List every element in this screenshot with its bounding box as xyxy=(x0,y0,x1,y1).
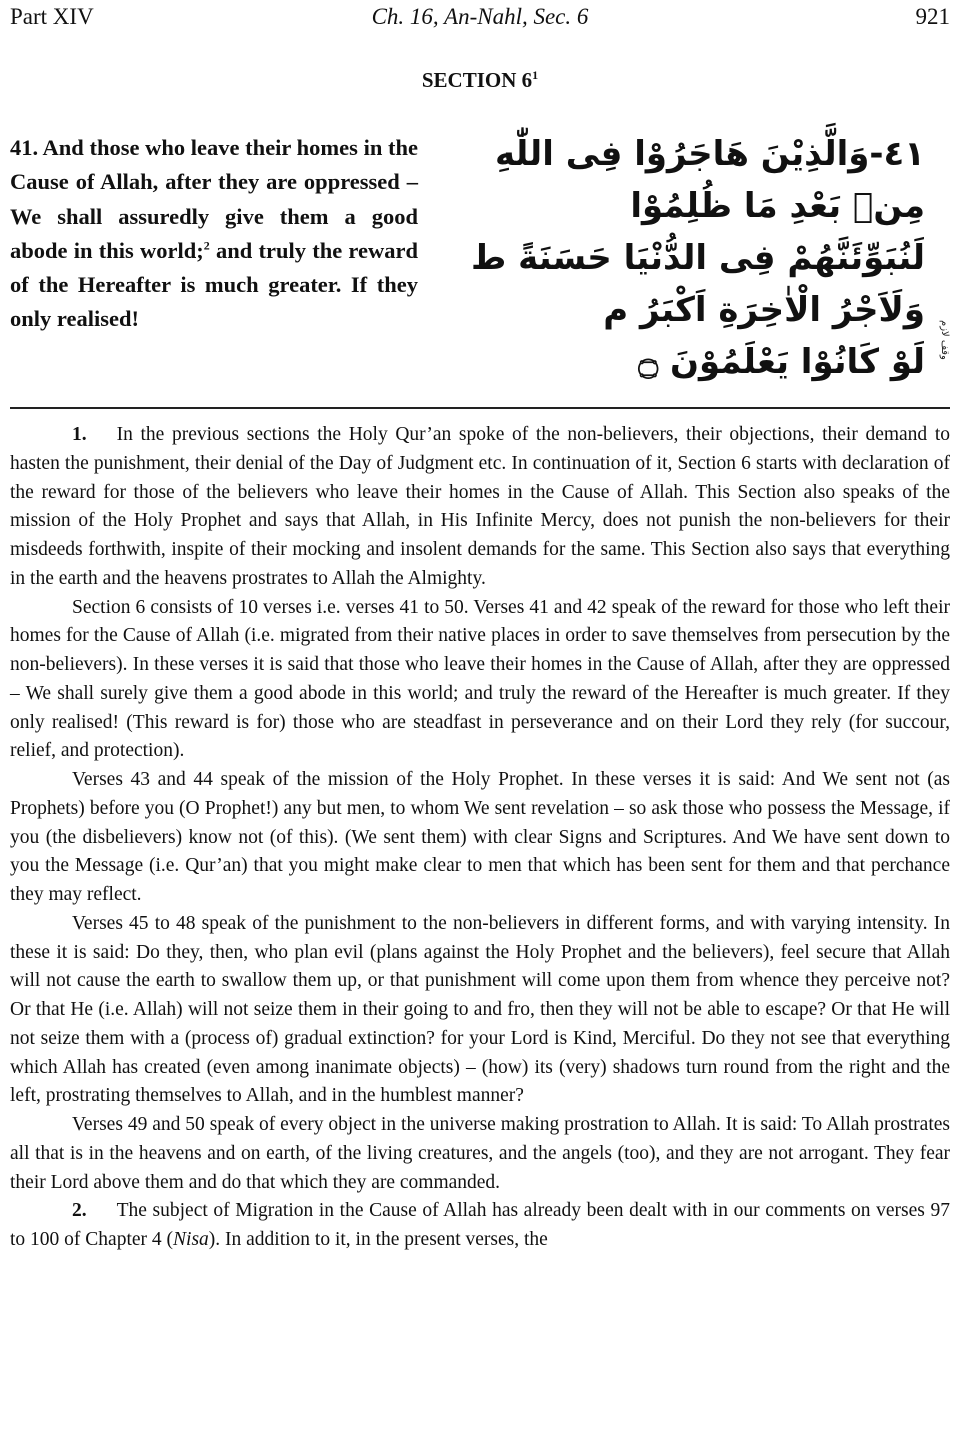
chapter-name-italic: Nisa xyxy=(173,1229,209,1250)
footnote-marker: 1 xyxy=(532,68,539,82)
note-number: 1. xyxy=(72,424,87,445)
commentary-paragraph: Verses 45 to 48 speak of the punishment to the non-believers in different forms, and with varying intensity. In these it is said: Do they, then, who plan evil (plans against the Holy Prophet and the believers), feel secure that Allah will not cause the earth to swallow them up, or that punishment will come upon them from whence they perceive not? Or that He (i.e. Allah) will not seize them in their going to and fro, then they will not be able to escape? Or that He will not seize them with a (process of) gradual extinction? for your Lord is Kind, Merciful. Do they not see that everything which Allah has created (even among inanimate objects) – (how) its (very) shadows turn round from the right and the left, prostrating themselves to Allah, and in the humblest manner? xyxy=(10,912,950,1107)
margin-note: وقف لازم xyxy=(939,320,950,360)
commentary-paragraph: Verses 43 and 44 speak of the mission of the Holy Prophet. In these verses it is said: And We sent not (as Prophets) before you (O Prophet!) any but men, to whom We sent revelation – so ask those who possess the Message, if you (the disbelievers) know not (of this). (We sent them) with clear Signs and Scriptures. And We have sent down to you the Message (i.e. Qur’an) that you might make clear to men that which has been sent for them and that perchance they may reflect. xyxy=(10,769,950,905)
divider xyxy=(10,407,950,409)
part-label: Part XIV xyxy=(10,4,94,29)
arabic-line: لَوْ كَانُوْا يَعْلَمُوْنَ ۝ xyxy=(638,342,925,382)
verse-translation xyxy=(10,131,418,337)
commentary-paragraph xyxy=(10,421,950,594)
arabic-line: لَنُبَوِّئَنَّهُمْ فِى الدُّنْيَا حَسَنَةً ط xyxy=(471,238,925,278)
page-header xyxy=(10,4,950,34)
verse-text-part-1: 41. And those who leave their homes in the Cause of Allah, after they are oppressed – We shall assuredly give them a good abode in this world; xyxy=(10,135,418,263)
note-number: 2. xyxy=(72,1200,87,1222)
note-marker: 2 xyxy=(203,238,210,253)
arabic-line: مِنۢ بَعْدِ مَا ظُلِمُوْا xyxy=(630,186,925,226)
commentary-paragraph: Verses 49 and 50 speak of every object in the universe making prostration to Allah. It is said: To Allah prostrates all that is in the heavens and on earth, of the living creatures, and the angels (too), and they are not arrogant. They fear their Lord above them and do that which they are commanded. xyxy=(10,1114,950,1193)
paragraph-text: The subject of Migration in the Cause of Allah has already been dealt with in our comments on verses 97 to 100 of Chapter 4 ( xyxy=(10,1200,950,1250)
page-number: 921 xyxy=(915,4,950,29)
section-title-text: SECTION 6 xyxy=(421,68,533,92)
paragraph-text: ). In addition to it, in the present verses, the xyxy=(208,1229,548,1250)
chapter-heading: Ch. 16, An-Nahl, Sec. 6 xyxy=(371,4,589,29)
paragraph-text: In the previous sections the Holy Qur’an spoke of the non-believers, their objections, their demand to hasten the punishment, their denial of the Day of Judgment etc. In continuation of it, Section 6 starts with declaration of the reward for those of the believers who leave their homes in the Cause of Allah. This Section also speaks of the mission of the Holy Prophet and says that Allah, in His Infinite Mercy, does not punish the non-believers for their misdeeds forthwith, inspite of their mocking and insolent demands for the same. This Section also says that everything in the earth and the heavens prostrates to Allah the Almighty. xyxy=(10,424,950,589)
arabic-verse xyxy=(471,128,925,388)
section-title xyxy=(0,68,960,93)
verse-text-part-2: and truly the reward of the Hereafter is much greater. If they only realised! xyxy=(10,237,418,332)
arabic-line: ٤١-وَالَّذِيْنَ هَاجَرُوْا فِى اللّٰهِ xyxy=(494,134,925,174)
commentary-paragraph xyxy=(10,1197,950,1255)
commentary-paragraph: Section 6 consists of 10 verses i.e. verses 41 to 50. Verses 41 and 42 speak of the reward for those who left their homes for the Cause of Allah (i.e. migrated from their native places in order to save themselves from persecution by the non-believers). In these verses it is said that those who leave their homes in the Cause of Allah, after they are oppressed – We shall surely give them a good abode in this world; and truly the reward of the Hereafter is much greater. If they only realised! (This reward is for) those who are steadfast in perseverance and on their Lord they rely (for succour, relief, and protection). xyxy=(10,596,950,762)
commentary xyxy=(10,421,950,1255)
arabic-line: وَلَاَجْرُ الْاٰخِرَةِ اَكْبَرُ م xyxy=(603,290,925,330)
